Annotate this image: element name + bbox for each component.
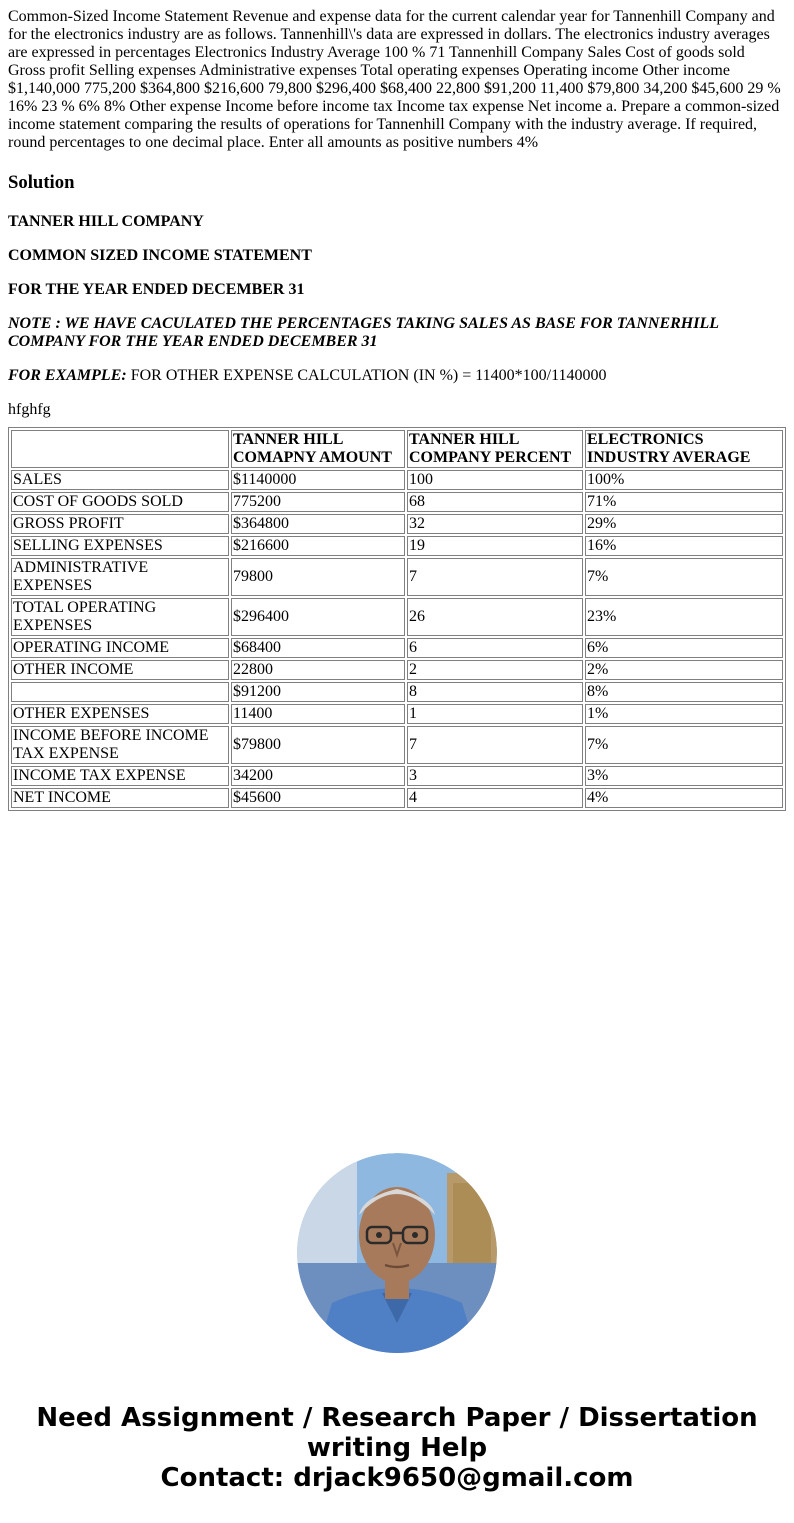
table-cell: SALES	[11, 470, 229, 490]
table-cell: INCOME BEFORE INCOME TAX EXPENSE	[11, 726, 229, 764]
footer-contact-line: Contact: drjack9650@gmail.com	[160, 1463, 634, 1493]
author-portrait-image	[297, 1153, 497, 1353]
table-cell: 23%	[585, 598, 783, 636]
table-cell: 22800	[231, 660, 405, 680]
table-cell: $45600	[231, 788, 405, 808]
table-row	[11, 704, 783, 724]
table-row	[11, 470, 783, 490]
statement-period: FOR THE YEAR ENDED DECEMBER 31	[8, 281, 305, 298]
table-row	[11, 492, 783, 512]
table-cell: 16%	[585, 536, 783, 556]
table-cell: 6	[407, 638, 583, 658]
table-cell	[11, 682, 229, 702]
table-cell: NET INCOME	[11, 788, 229, 808]
table-cell: 2	[407, 660, 583, 680]
table-cell: 100%	[585, 470, 783, 490]
table-row	[11, 766, 783, 786]
table-row	[11, 558, 783, 596]
table-cell: 7	[407, 558, 583, 596]
table-cell: $1140000	[231, 470, 405, 490]
footer-line-2: writing Help	[306, 1433, 488, 1463]
table-cell: $216600	[231, 536, 405, 556]
table-row	[11, 788, 783, 808]
table-header-cell: TANNER HILL COMPANY PERCENT	[407, 430, 583, 468]
table-cell: 7%	[585, 726, 783, 764]
table-row	[11, 660, 783, 680]
table-cell: OPERATING INCOME	[11, 638, 229, 658]
scratch-text: hfghfg	[8, 401, 51, 418]
table-header-row	[11, 430, 783, 468]
table-header-cell: TANNER HILL COMAPNY AMOUNT	[231, 430, 405, 468]
table-cell: 1	[407, 704, 583, 724]
table-cell: 6%	[585, 638, 783, 658]
table-cell: TOTAL OPERATING EXPENSES	[11, 598, 229, 636]
table-cell: OTHER INCOME	[11, 660, 229, 680]
table-cell: 1%	[585, 704, 783, 724]
table-cell: GROSS PROFIT	[11, 514, 229, 534]
table-cell: $79800	[231, 726, 405, 764]
table-cell: 34200	[231, 766, 405, 786]
table-cell: 26	[407, 598, 583, 636]
table-row	[11, 514, 783, 534]
company-name: TANNER HILL COMPANY	[8, 213, 204, 230]
note-text: NOTE : WE HAVE CACULATED THE PERCENTAGES TAKING SALES AS BASE FOR TANNERHILL COMPANY FOR THE YEAR ENDED DECEMBER 31	[8, 315, 719, 350]
table-cell: 11400	[231, 704, 405, 724]
page-content	[8, 8, 786, 811]
table-cell: 4	[407, 788, 583, 808]
table-row	[11, 536, 783, 556]
table-cell: 100	[407, 470, 583, 490]
footer-line-1: Need Assignment / Research Paper / Dissertation	[36, 1403, 758, 1433]
table-row	[11, 726, 783, 764]
author-avatar	[297, 1153, 497, 1353]
table-cell: 19	[407, 536, 583, 556]
table-cell: 79800	[231, 558, 405, 596]
table-cell: $364800	[231, 514, 405, 534]
solution-heading: Solution	[8, 172, 75, 193]
example-label: FOR EXAMPLE:	[8, 367, 127, 384]
table-cell: INCOME TAX EXPENSE	[11, 766, 229, 786]
statement-title: COMMON SIZED INCOME STATEMENT	[8, 247, 312, 264]
table-header-cell: ELECTRONICS INDUSTRY AVERAGE	[585, 430, 783, 468]
contact-footer	[0, 1403, 794, 1493]
table-cell: COST OF GOODS SOLD	[11, 492, 229, 512]
table-cell: 8%	[585, 682, 783, 702]
table-cell: OTHER EXPENSES	[11, 704, 229, 724]
table-header-cell	[11, 430, 229, 468]
table-cell: 32	[407, 514, 583, 534]
table-cell: 8	[407, 682, 583, 702]
table-cell: 7%	[585, 558, 783, 596]
example-text: FOR OTHER EXPENSE CALCULATION (IN %) = 11400*100/1140000	[126, 367, 607, 384]
table-cell: 775200	[231, 492, 405, 512]
table-cell: 2%	[585, 660, 783, 680]
table-cell: 3%	[585, 766, 783, 786]
table-cell: 4%	[585, 788, 783, 808]
table-cell: $68400	[231, 638, 405, 658]
table-row	[11, 638, 783, 658]
table-cell: 71%	[585, 492, 783, 512]
table-cell: $91200	[231, 682, 405, 702]
example-paragraph	[8, 367, 786, 385]
table-cell: 7	[407, 726, 583, 764]
table-row	[11, 598, 783, 636]
table-cell: 29%	[585, 514, 783, 534]
question-text: Common-Sized Income Statement Revenue and expense data for the current calendar year for Tannenhill Company and for the electronics industry are as follows. Tannenhill\'s data are expressed in dollars. The electronics industry averages are expressed in percentages Electronics Industry Average 100 % 71 Tannenhill Company Sales Cost of goods sold Gross profit Selling expenses Administrative expenses Total operating expenses Operating income Other income $1,140,000 775,200 $364,800 $216,600 79,800 $296,400 $68,400 22,800 $91,200 11,400 $79,800 34,200 $45,600 29 % 16% 23 % 6% 8% Other expense Income before income tax Income tax expense Net income a. Prepare a common-sized income statement comparing the results of operations for Tannenhill Company with the industry average. If required, round percentages to one decimal place. Enter all amounts as positive numbers 4%	[8, 8, 781, 151]
table-row	[11, 682, 783, 702]
table-cell: SELLING EXPENSES	[11, 536, 229, 556]
table-cell: 68	[407, 492, 583, 512]
table-cell: ADMINISTRATIVE EXPENSES	[11, 558, 229, 596]
income-statement-table	[8, 427, 786, 811]
table-cell: 3	[407, 766, 583, 786]
table-cell: $296400	[231, 598, 405, 636]
